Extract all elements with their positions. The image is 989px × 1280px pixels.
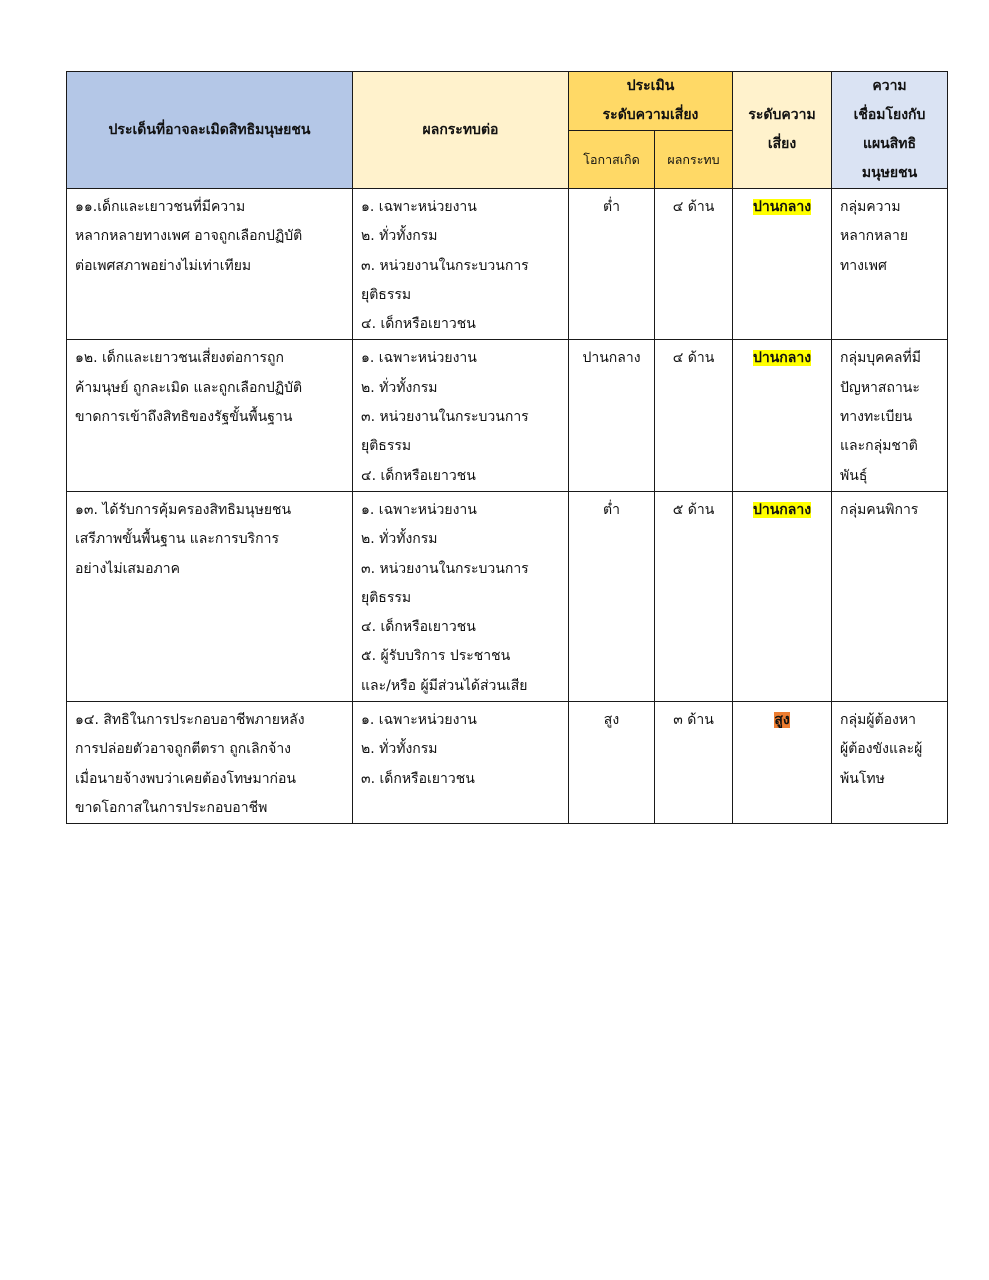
likelihood-value: สูง [603, 712, 620, 729]
issue-line: ขาดการเข้าถึงสิทธิของรัฐขั้นพื้นฐาน [75, 409, 293, 426]
issue-line: หลากหลายทางเพศ อาจถูกเลือกปฏิบัติ [75, 228, 303, 245]
impact-cell [353, 491, 569, 701]
table-body [67, 189, 948, 824]
issue-line: ขาดโอกาสในการประกอบอาชีพ [75, 799, 268, 816]
impact-count-value: ๔ ด้าน [672, 350, 715, 367]
impact-cell [353, 189, 569, 340]
impact-line: ๒. ทั่วทั้งกรม [361, 531, 438, 548]
impact-line: ๑. เฉพาะหน่วยงาน [361, 199, 477, 215]
header-assessment-line1: ประเมิน [626, 78, 675, 94]
header-assessment-line2: ระดับความเสี่ยง [602, 107, 699, 123]
impact-line: ๕. ผู้รับบริการ ประชาชน [361, 648, 511, 665]
issue-line: เมื่อนายจ้างพบว่าเคยต้องโทษมาก่อน [75, 770, 297, 787]
likelihood-value-cell [569, 491, 655, 701]
risk-level-badge: ปานกลาง [752, 501, 812, 518]
header-link-line4: มนุษยชน [861, 165, 918, 181]
likelihood-value-cell [569, 189, 655, 340]
likelihood-value-cell [569, 340, 655, 491]
risk-level-badge: สูง [774, 712, 790, 729]
issue-line: ๑๒. เด็กและเยาวชนเสี่ยงต่อการถูก [75, 350, 284, 367]
issue-line: เสรีภาพขั้นพื้นฐาน และการบริการ [75, 531, 279, 548]
impact-count-value: ๓ ด้าน [673, 712, 714, 729]
impact-count-value-cell [655, 340, 733, 491]
link-cell [832, 340, 948, 491]
link-cell [832, 702, 948, 824]
impact-line: ๔. เด็กหรือเยาวชน [361, 316, 476, 333]
issue-cell [67, 702, 353, 824]
impact-count-value: ๔ ด้าน [672, 199, 715, 215]
link-line: และกลุ่มชาติ [840, 438, 918, 455]
issue-line: ๑๓. ได้รับการคุ้มครองสิทธิมนุษยชน [75, 501, 292, 518]
risk-level-badge-cell [733, 491, 832, 701]
header-risk-level-line2: เสี่ยง [767, 136, 797, 152]
impact-cell [353, 702, 569, 824]
impact-line: ๓. หน่วยงานในกระบวนการ [361, 409, 529, 426]
impact-line: ๒. ทั่วทั้งกรม [361, 741, 438, 758]
link-line: ปัญหาสถานะ [840, 379, 920, 396]
header-link-line2: เชื่อมโยงกับ [853, 107, 926, 123]
issue-line: ๑๔. สิทธิในการประกอบอาชีพภายหลัง [75, 712, 305, 729]
impact-line: ๑. เฉพาะหน่วยงาน [361, 501, 477, 518]
impact-count-value-cell [655, 189, 733, 340]
impact-line: ๓. เด็กหรือเยาวชน [361, 770, 475, 787]
link-line: กลุ่มผู้ต้องหา [840, 712, 916, 729]
impact-line: ๔. เด็กหรือเยาวชน [361, 619, 476, 636]
header-risk-level-line1: ระดับความ [748, 107, 816, 123]
link-line: กลุ่มคนพิการ [840, 501, 919, 518]
likelihood-value: ปานกลาง [582, 350, 641, 367]
link-line: หลากหลาย [840, 228, 909, 245]
link-cell [832, 491, 948, 701]
link-line: พ้นโทษ [840, 770, 885, 787]
header-likelihood: โอกาสเกิด [569, 131, 655, 189]
impact-line: ๓. หน่วยงานในกระบวนการ [361, 560, 529, 577]
table-row [67, 340, 948, 491]
impact-count-value: ๕ ด้าน [672, 501, 715, 518]
issue-line: ๑๑.เด็กและเยาวชนที่มีความ [75, 199, 246, 215]
header-assessment [569, 72, 733, 131]
issue-line: ค้ามนุษย์ ถูกละเมิด และถูกเลือกปฏิบัติ [75, 379, 303, 396]
link-line: ทางทะเบียน [840, 409, 913, 426]
impact-line: ยุติธรรม [361, 438, 412, 455]
issue-line: ต่อเพศสภาพอย่างไม่เท่าเทียม [75, 257, 252, 274]
header-risk-level [733, 72, 832, 189]
risk-level-badge-cell [733, 702, 832, 824]
header-impact: ผลกระทบต่อ [353, 72, 569, 189]
impact-line: ยุติธรรม [361, 589, 412, 606]
impact-line: ๒. ทั่วทั้งกรม [361, 379, 438, 396]
header-row [67, 72, 948, 131]
risk-level-badge: ปานกลาง [752, 199, 812, 215]
link-cell [832, 189, 948, 340]
link-line: ผู้ต้องขังและผู้ [840, 741, 923, 758]
header-link [832, 72, 948, 189]
risk-level-badge-cell [733, 340, 832, 491]
link-line: ทางเพศ [840, 257, 887, 274]
risk-assessment-table [66, 71, 948, 824]
impact-line: และ/หรือ ผู้มีส่วนได้ส่วนเสีย [361, 677, 528, 694]
issue-line: การปล่อยตัวอาจถูกตีตรา ถูกเลิกจ้าง [75, 741, 292, 758]
impact-line: ๑. เฉพาะหน่วยงาน [361, 350, 477, 367]
likelihood-value-cell [569, 702, 655, 824]
likelihood-value: ต่ำ [603, 199, 620, 215]
issue-line: อย่างไม่เสมอภาค [75, 560, 180, 577]
impact-line: ๔. เด็กหรือเยาวชน [361, 467, 476, 484]
link-line: กลุ่มบุคคลที่มี [840, 350, 921, 367]
issue-cell [67, 189, 353, 340]
issue-cell [67, 340, 353, 491]
header-link-line3: แผนสิทธิ [862, 136, 917, 152]
impact-line: ๒. ทั่วทั้งกรม [361, 228, 438, 245]
table-row [67, 189, 948, 340]
header-issue: ประเด็นที่อาจละเมิดสิทธิมนุษยชน [67, 72, 353, 189]
link-line: พันธุ์ [840, 467, 868, 484]
issue-cell [67, 491, 353, 701]
impact-line: ยุติธรรม [361, 286, 412, 303]
header-link-line1: ความ [872, 78, 907, 94]
impact-line: ๑. เฉพาะหน่วยงาน [361, 712, 477, 729]
likelihood-value: ต่ำ [603, 501, 620, 518]
impact-count-value-cell [655, 491, 733, 701]
link-line: กลุ่มความ [840, 199, 901, 215]
table-row [67, 491, 948, 701]
impact-cell [353, 340, 569, 491]
table-row [67, 702, 948, 824]
impact-line: ๓. หน่วยงานในกระบวนการ [361, 257, 529, 274]
risk-level-badge: ปานกลาง [752, 350, 812, 367]
risk-level-badge-cell [733, 189, 832, 340]
header-impact-sub: ผลกระทบ [655, 131, 733, 189]
impact-count-value-cell [655, 702, 733, 824]
